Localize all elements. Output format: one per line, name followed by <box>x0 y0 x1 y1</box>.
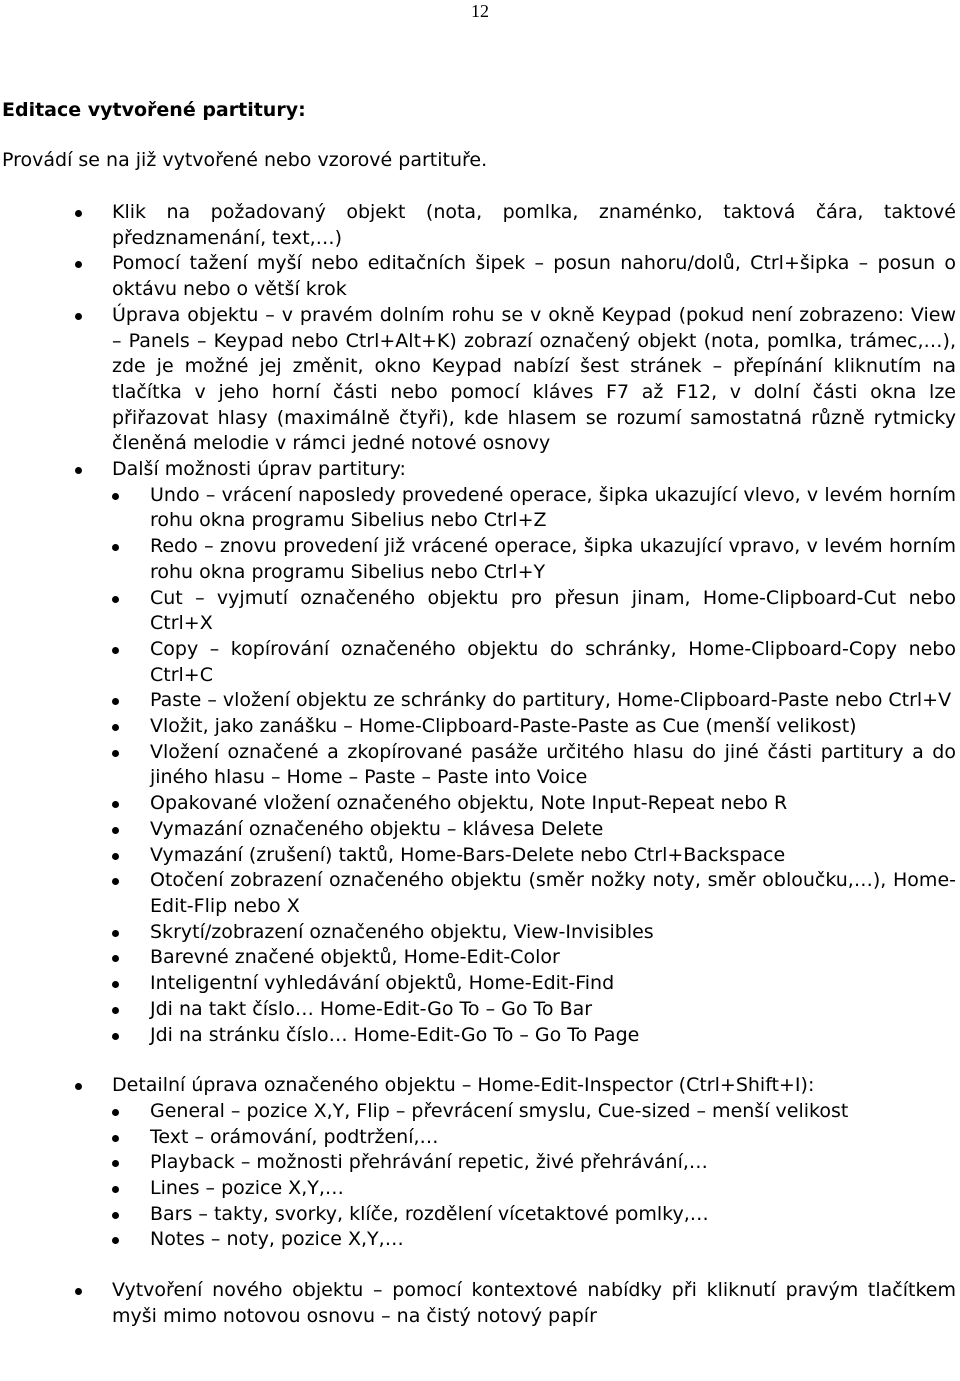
list-item: Úprava objektu – v pravém dolním rohu se v okně Keypad (pokud není zobrazeno: View – Panels – Keypad nebo Ctrl+Alt+K) zobrazí označený objekt (nota, pomlka, trámec,…), zde je možné jej změnit, okno Keypad nabízí šest stránek – přepínání kliknutím na tlačítka v jeho horní části nebo pomocí kláves F7 až F12, v dolní části okna lze přiřazovat hlasy (maximálně čtyři), kde hlasem se rozumí samostatná různě rytmicky členěná melodie v rámci jedné notové osnovy <box>0 303 956 457</box>
page-number: 12 <box>471 1 489 21</box>
sub-list-item: Copy – kopírování označeného objektu do schránky, Home-Clipboard-Copy nebo Ctrl+C <box>112 637 956 688</box>
sub-list-item: Vložení označené a zkopírované pasáže určitého hlasu do jiné části partitury a do jiného hlasu – Home – Paste – Paste into Voice <box>112 740 956 791</box>
sub-list-item: Jdi na takt číslo… Home-Edit-Go To – Go To Bar <box>112 997 956 1023</box>
sub-list-item: Vymazání označeného objektu – klávesa Delete <box>112 817 956 843</box>
sub-list-item: Vymazání (zrušení) taktů, Home-Bars-Delete nebo Ctrl+Backspace <box>112 843 956 869</box>
sub-list-item: Paste – vložení objektu ze schránky do partitury, Home-Clipboard-Paste nebo Ctrl+V <box>112 688 956 714</box>
sub-list-item: Cut – vyjmutí označeného objektu pro přesun jinam, Home-Clipboard-Cut nebo Ctrl+X <box>112 586 956 637</box>
sub-list-item: Otočení zobrazení označeného objektu (směr nožky noty, směr obloučku,…), Home-Edit-Flip nebo X <box>112 868 956 919</box>
inspector-label: Detailní úprava označeného objektu – Home-Edit-Inspector (Ctrl+Shift+I): <box>112 1074 815 1097</box>
inspector-list <box>112 1099 956 1253</box>
list-item: Klik na požadovaný objekt (nota, pomlka, znaménko, taktová čára, taktové předznamenání, text,…) <box>0 200 956 251</box>
sub-list-item: Skrytí/zobrazení označeného objektu, View-Invisibles <box>112 920 956 946</box>
sub-list-item: Jdi na stránku číslo… Home-Edit-Go To – Go To Page <box>112 1023 956 1049</box>
sub-list-item: Opakované vložení označeného objektu, Note Input-Repeat nebo R <box>112 791 956 817</box>
sub-list-item: Lines – pozice X,Y,… <box>112 1176 956 1202</box>
sub-list-item: Undo – vrácení naposledy provedené operace, šipka ukazující vlevo, v levém horním rohu okna programu Sibelius nebo Ctrl+Z <box>112 483 956 534</box>
more-options-label: Další možnosti úprav partitury: <box>112 458 406 481</box>
sub-list-item: Text – orámování, podtržení,… <box>112 1125 956 1151</box>
main-list <box>0 200 956 1330</box>
list-item-more-options <box>0 457 956 1048</box>
sub-list-item: General – pozice X,Y, Flip – převrácení smyslu, Cue-sized – menší velikost <box>112 1099 956 1125</box>
list-item: Pomocí tažení myší nebo editačních šipek – posun nahoru/dolů, Ctrl+šipka – posun o oktávu nebo o větší krok <box>0 251 956 302</box>
sub-list-item: Playback – možnosti přehrávání repetic, živé přehrávání,… <box>112 1150 956 1176</box>
list-item-create-object: Vytvoření nového objektu – pomocí kontextové nabídky při kliknutí pravým tlačítkem myši mimo notovou osnovu – na čistý notový papír <box>0 1278 956 1329</box>
more-options-list <box>112 483 956 1048</box>
intro-paragraph: Provádí se na již vytvořené nebo vzorové partituře. <box>2 149 488 171</box>
sub-list-item: Vložit, jako zanášku – Home-Clipboard-Paste-Paste as Cue (menší velikost) <box>112 714 956 740</box>
sub-list-item: Bars – takty, svorky, klíče, rozdělení vícetaktové pomlky,… <box>112 1202 956 1228</box>
sub-list-item: Notes – noty, pozice X,Y,… <box>112 1227 956 1253</box>
sub-list-item: Barevné značené objektů, Home-Edit-Color <box>112 945 956 971</box>
list-item-inspector <box>0 1073 956 1253</box>
sub-list-item: Redo – znovu provedení již vrácené operace, šipka ukazující vpravo, v levém horním rohu okna programu Sibelius nebo Ctrl+Y <box>112 534 956 585</box>
sub-list-item: Inteligentní vyhledávání objektů, Home-Edit-Find <box>112 971 956 997</box>
section-heading: Editace vytvořené partitury: <box>2 99 306 121</box>
